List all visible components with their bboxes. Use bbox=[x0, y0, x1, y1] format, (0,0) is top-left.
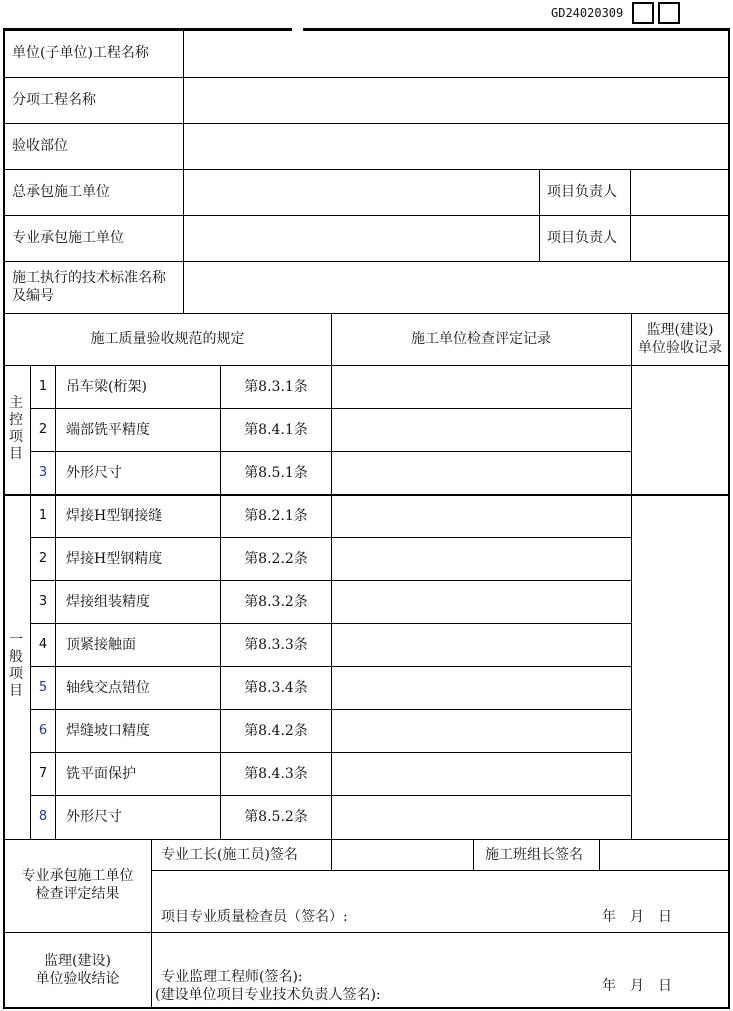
result-label-1: 专业承包施工单位 bbox=[21, 868, 134, 884]
info-label-sc-manager: 项目负责人 bbox=[547, 230, 617, 246]
general-contractor-field[interactable] bbox=[185, 171, 538, 214]
gen-no-6: 6 bbox=[38, 723, 48, 738]
gen-name-1: 焊接H型钢接缝 bbox=[66, 508, 163, 524]
header-supervision-1: 监理(建设) bbox=[646, 322, 714, 338]
gen-clause-4: 第8.3.3条 bbox=[244, 637, 308, 653]
sub-contractor-field[interactable] bbox=[185, 217, 538, 260]
conclusion-label-2: 单位验收结论 bbox=[35, 971, 120, 987]
engineer-signature-label: 专业监理工程师(签名): bbox=[161, 969, 303, 985]
inspector-signature-label: 项目专业质量检查员（签名）: bbox=[161, 909, 348, 925]
info-label-location: 验收部位 bbox=[12, 138, 68, 154]
info-label-standard-1: 施工执行的技术标准名称 bbox=[12, 270, 166, 286]
header-supervision-2: 单位验收记录 bbox=[638, 340, 722, 356]
header-record: 施工单位检查评定记录 bbox=[411, 331, 551, 347]
gen-no-8: 8 bbox=[38, 809, 48, 824]
gc-manager-field[interactable] bbox=[632, 171, 727, 214]
form-code: GD24020309 bbox=[551, 6, 624, 20]
foreman-signature-label: 专业工长(施工员)签名 bbox=[161, 847, 298, 863]
mc-clause-2: 第8.4.1条 bbox=[244, 422, 308, 438]
location-field[interactable] bbox=[185, 125, 727, 168]
info-label-sub-contractor: 专业承包施工单位 bbox=[12, 230, 124, 246]
code-box-2[interactable] bbox=[658, 2, 680, 24]
gen-clause-2: 第8.2.2条 bbox=[244, 551, 308, 567]
info-label-subitem: 分项工程名称 bbox=[12, 92, 96, 108]
top-rule-right bbox=[303, 28, 730, 31]
gen-no-1: 1 bbox=[38, 508, 48, 523]
gen-name-4: 顶紧接触面 bbox=[66, 637, 136, 653]
mc-name-2: 端部铣平精度 bbox=[66, 422, 150, 438]
general-label: 一般项目 bbox=[9, 632, 23, 699]
team-leader-signature-label: 施工班组长签名 bbox=[485, 847, 583, 863]
gen-name-7: 铣平面保护 bbox=[66, 766, 136, 782]
gen-name-3: 焊接组装精度 bbox=[66, 594, 150, 610]
standard-field[interactable] bbox=[185, 263, 727, 312]
gen-clause-5: 第8.3.4条 bbox=[244, 680, 308, 696]
mc-clause-1: 第8.3.1条 bbox=[244, 379, 308, 395]
project-name-field[interactable] bbox=[185, 32, 727, 76]
top-rule-left bbox=[3, 28, 292, 31]
gen-clause-3: 第8.3.2条 bbox=[244, 594, 308, 610]
info-label-general-contractor: 总承包施工单位 bbox=[12, 184, 110, 200]
info-label-project: 单位(子单位)工程名称 bbox=[12, 45, 149, 61]
gen-clause-1: 第8.2.1条 bbox=[244, 508, 308, 524]
result-date: 年 月 日 bbox=[602, 909, 672, 925]
result-label-2: 检查评定结果 bbox=[35, 886, 120, 902]
gen-no-3: 3 bbox=[38, 594, 48, 609]
gen-no-4: 4 bbox=[38, 637, 48, 652]
gen-no-7: 7 bbox=[38, 766, 48, 781]
sc-manager-field[interactable] bbox=[632, 217, 727, 260]
gen-no-2: 2 bbox=[38, 551, 48, 566]
info-label-gc-manager: 项目负责人 bbox=[547, 184, 617, 200]
subitem-name-field[interactable] bbox=[185, 79, 727, 122]
conclusion-label-1: 监理(建设) bbox=[44, 953, 111, 969]
gen-clause-6: 第8.4.2条 bbox=[244, 723, 308, 739]
mc-clause-3: 第8.5.1条 bbox=[244, 465, 308, 481]
owner-signature-label: (建设单位项目专业技术负责人签名): bbox=[155, 987, 381, 1003]
main-control-label: 主控项目 bbox=[9, 395, 23, 462]
gen-clause-8: 第8.5.2条 bbox=[244, 809, 308, 825]
mc-no-3: 3 bbox=[38, 465, 48, 480]
gen-name-5: 轴线交点错位 bbox=[66, 680, 150, 696]
bottom-border bbox=[3, 1007, 730, 1009]
header-spec: 施工质量验收规范的规定 bbox=[90, 331, 245, 347]
code-box-1[interactable] bbox=[632, 2, 654, 24]
left-border bbox=[3, 30, 5, 1009]
gen-clause-7: 第8.4.3条 bbox=[244, 766, 308, 782]
mc-no-2: 2 bbox=[38, 422, 48, 437]
mc-name-1: 吊车梁(桁架) bbox=[66, 379, 147, 395]
mc-no-1: 1 bbox=[38, 379, 48, 394]
conclusion-date: 年 月 日 bbox=[602, 978, 672, 994]
right-border bbox=[728, 30, 730, 1009]
mc-name-3: 外形尺寸 bbox=[66, 465, 122, 481]
gen-name-8: 外形尺寸 bbox=[66, 809, 122, 825]
gen-name-6: 焊缝坡口精度 bbox=[66, 723, 150, 739]
info-label-standard-2: 及编号 bbox=[12, 288, 54, 304]
gen-no-5: 5 bbox=[38, 680, 48, 695]
gen-name-2: 焊接H型钢精度 bbox=[66, 551, 163, 567]
